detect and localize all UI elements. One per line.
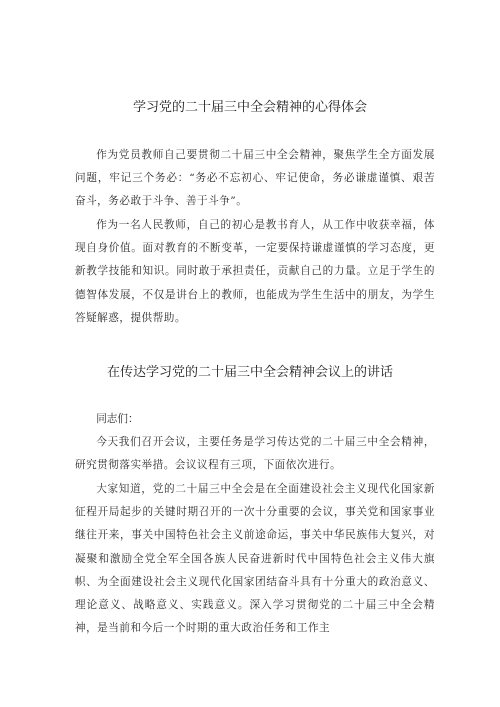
paragraph-three-musts: 作为党员教师自己要贯彻二十届三中全会精神，聚焦学生全方面发展问题，牢记三个务必：“务必不忘初心、牢记使命，务必谦虚谨慎、艰苦奋斗，务必敢于斗争、善于斗争”。 [75, 149, 435, 208]
paragraph-meeting-agenda: 今天我们召开会议，主要任务是学习传达党的二十届三中全会精神，研究贯彻落实举措。会议议程有三项，下面依次进行。 [75, 436, 435, 472]
section-title-speech: 在传达学习党的二十届三中全会精神会议上的讲话 [106, 365, 393, 380]
paragraph-teacher-mission: 作为一名人民教师，自己的初心是教书育人，从工作中收获幸福，体现自身价值。面对教育的不断变革，一定要保持谦虚谨慎的学习态度，更新教学技能和知识。同时敢于承担责任，贡献自己的力量。立足于学生的德智体发展，不仅是讲台上的教师，也能成为学生生活中的朋友，为学生答疑解惑，提供帮助。 [75, 219, 435, 324]
paragraph-plenum-significance: 大家知道，党的二十届三中全会是在全面建设社会主义现代化国家新征程开局起步的关键时期召开的一次十分重要的会议，事关党和国家事业继往开来，事关中国特色社会主义前途命运，事关中华民族伟大复兴，对凝聚和激励全党全军全国各族人民奋进新时代中国特色社会主义伟大旗帜、为全面建设社会主义现代化国家团结奋斗具有十分重大的政治意义、理论意义、战略意义、实践意义。深入学习贯彻党的二十届三中全会精神，是当前和今后一个时期的重大政治任务和工作主 [75, 483, 435, 635]
section-title-reflections: 学习党的二十届三中全会精神的心得体会 [132, 100, 367, 115]
speech-greeting: 同志们： [96, 413, 139, 425]
